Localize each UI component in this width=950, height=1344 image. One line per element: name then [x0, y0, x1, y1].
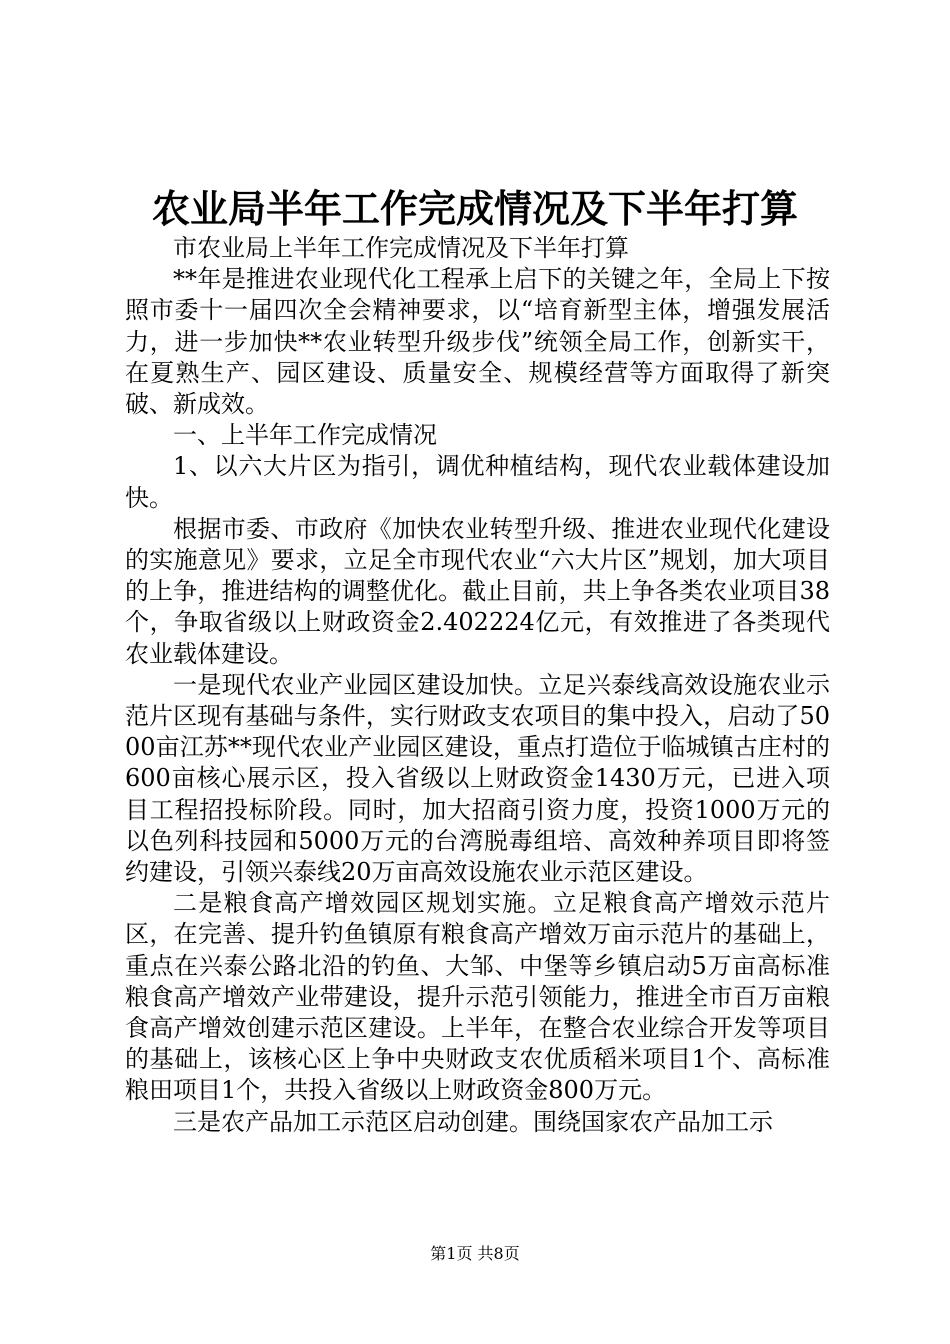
document-title: 农业局半年工作完成情况及下半年打算 [151, 186, 798, 231]
paragraph-body: 根据市委、市政府《加快农业转型升级、推进农业现代化建设的实施意见》要求，立足全市现代农业“六大片区”规划，加大项目的上争，推进结构的调整优化。截止目前，共上争各类农业项目38个，争取省级以上财政资金2.402224亿元，有效推进了各类现代农业载体建设。 [125, 514, 830, 668]
document-body [125, 233, 830, 1138]
subsection-heading: 1、以六大片区为指引，调优种植结构，现代农业载体建设加快。 [125, 452, 830, 512]
section-heading: 一、上半年工作完成情况 [173, 421, 437, 450]
paragraph-body: 一是现代农业产业园区建设加快。立足兴泰线高效设施农业示范片区现有基础与条件，实行财政支农项目的集中投入，启动了5000亩江苏**现代农业产业园区建设，重点打造位于临城镇古庄村的600亩核心展示区，投入省级以上财政资金1430万元，已进入项目工程招投标阶段。同时，加大招商引资力度，投资1000万元的以色列科技园和5000万元的台湾脱毒组培、高效种养项目即将签约建设，引领兴泰线20万亩高效设施农业示范区建设。 [125, 670, 830, 887]
paragraph-body: 二是粮食高产增效园区规划实施。立足粮食高产增效示范片区，在完善、提升钓鱼镇原有粮食高产增效万亩示范片的基础上，重点在兴泰公路北沿的钓鱼、大邹、中堡等乡镇启动5万亩高标准粮食高产增效产业带建设，提升示范引领能力，推进全市百万亩粮食高产增效创建示范区建设。上半年，在整合农业综合开发等项目的基础上，该核心区上争中央财政支农优质稻米项目1个、高标准粮田项目1个，共投入省级以上财政资金800万元。 [125, 889, 830, 1105]
paragraph-subtitle: 市农业局上半年工作完成情况及下半年打算 [173, 234, 629, 262]
page-footer: 第1页 共8页 [430, 1244, 520, 1263]
paragraph-body: 三是农产品加工示范区启动创建。围绕国家农产品加工示 [173, 1107, 773, 1136]
paragraph-intro: **年是推进农业现代化工程承上启下的关键之年，全局上下按照市委十一届四次全会精神要求，以“培育新型主体，增强发展活力，进一步加快**农业转型升级步伐”统领全局工作，创新实干，在夏熟生产、园区建设、质量安全、规模经营等方面取得了新突破、新成效。 [125, 265, 830, 419]
